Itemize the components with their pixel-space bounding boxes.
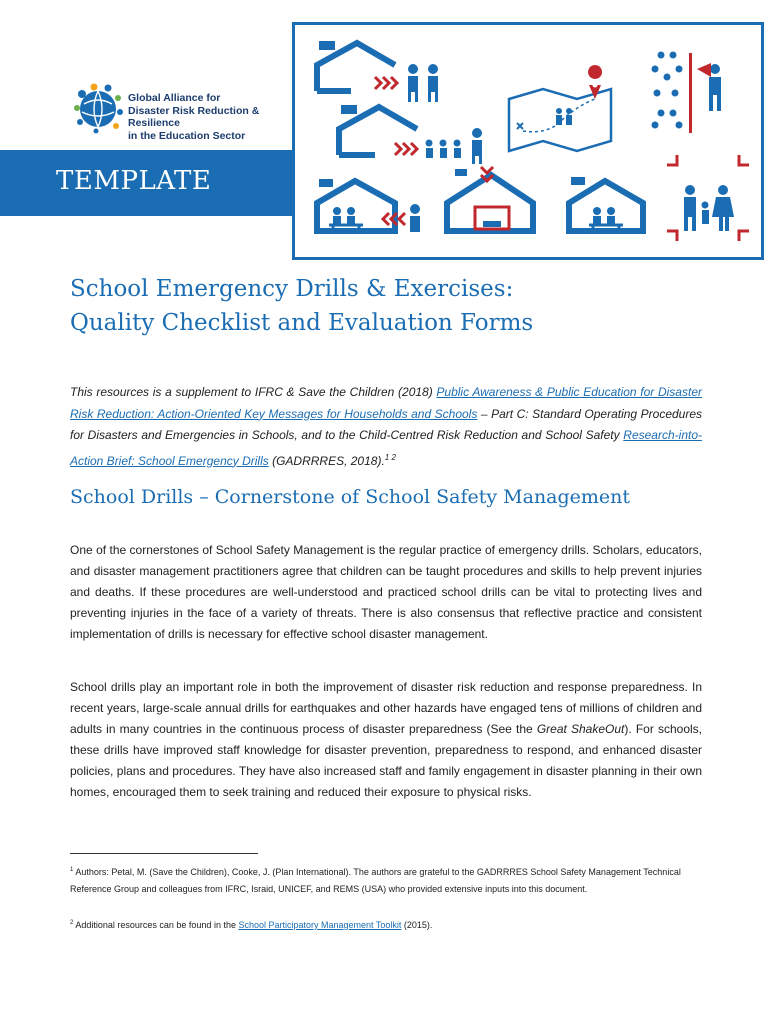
footnote-2-pre: Additional resources can be found in the [73, 920, 239, 930]
footnote-2-post: (2015). [401, 920, 433, 930]
logo-line: in the Education Sector [128, 129, 246, 142]
research-brief-link[interactable]: Research-into-Action Brief: School Emergency Drills [70, 428, 702, 468]
p2-post: ). For schools, these drills have improved staff knowledge for disaster prevention, preparedness to respond, and enhanced disaster policies, plans and procedures. They have also increased staff and family engagement in disaster planning in their own homes, encouraged them to seek training and reduced their exposure to physical risks. [70, 722, 702, 799]
logo-line: Global Alliance for [128, 92, 221, 104]
hero-illustration [292, 22, 764, 260]
template-label: TEMPLATE [56, 166, 212, 196]
intro-paragraph [70, 382, 702, 472]
logo-line: Disaster Risk Reduction & Resilience [128, 104, 260, 129]
intro-pre: This resources is a supplement to IFRC & Save the Children (2018) [70, 385, 437, 399]
intro-post: (GADRRRES, 2018). [268, 453, 385, 468]
footnote-2-number: 2 [70, 920, 74, 926]
footnote-divider [70, 853, 258, 854]
footnote-1-number: 1 [70, 867, 74, 873]
body-paragraph-1: One of the cornerstones of School Safety Management is the regular practice of emergency drills. Scholars, educators, and disaster management practitioners agree that children can be taught procedures and skills to help prevent injuries and deaths. If these procedures are well-understood and practiced school drills can be vital to protecting lives and preventing injuries in the face of a variety of threats. There is also consensus that reflective practice and consistent implementation of drills is necessary for effective school disaster management. [70, 543, 702, 641]
toolkit-link[interactable]: School Participatory Management Toolkit [238, 920, 402, 930]
drill-illustration-icon [295, 25, 761, 257]
footnote-1 [70, 862, 702, 898]
footnote-ref[interactable]: 1 2 [384, 452, 396, 462]
title-line-2: Quality Checklist and Evaluation Forms [70, 310, 534, 336]
p2-pre: School drills play an important role in both the improvement of disaster risk reduction and response preparedness. In recent years, large-scale annual drills for earthquakes and other hazards have engaged tens of millions of children and adults in many countries in the continuous process of disaster preparedness (See the [70, 680, 702, 736]
footnote-1-text: Authors: Petal, M. (Save the Children), Cooke, J. (Plan International). The authors are grateful to the GADRRRES School Safety Management Technical Reference Group and colleagues from IFRC, Israid, UNICEF, and REMS (USA) who provided extensive inputs into this document. [70, 867, 681, 894]
ifrc-publication-link[interactable]: Public Awareness & Public Education for Disaster Risk Reduction: Action-Oriented Key Messages for Households and Schools [70, 385, 702, 421]
intro-mid: – Part C: Standard Operating Procedures for Disasters and Emergencies in Schools, and to the Child-Centred Risk Reduction and School Safety [70, 406, 703, 442]
page-title [70, 272, 690, 340]
great-shakeout-text: Great ShakeOut [536, 722, 625, 736]
section-heading: School Drills – Cornerstone of School Safety Management [70, 486, 631, 508]
footnote-2 [70, 915, 702, 934]
logo-text [128, 92, 302, 142]
body-paragraph-2 [70, 677, 702, 803]
globe-logo-icon [72, 82, 124, 134]
gadrrres-logo [72, 78, 302, 140]
title-line-1: School Emergency Drills & Exercises: [70, 276, 514, 302]
